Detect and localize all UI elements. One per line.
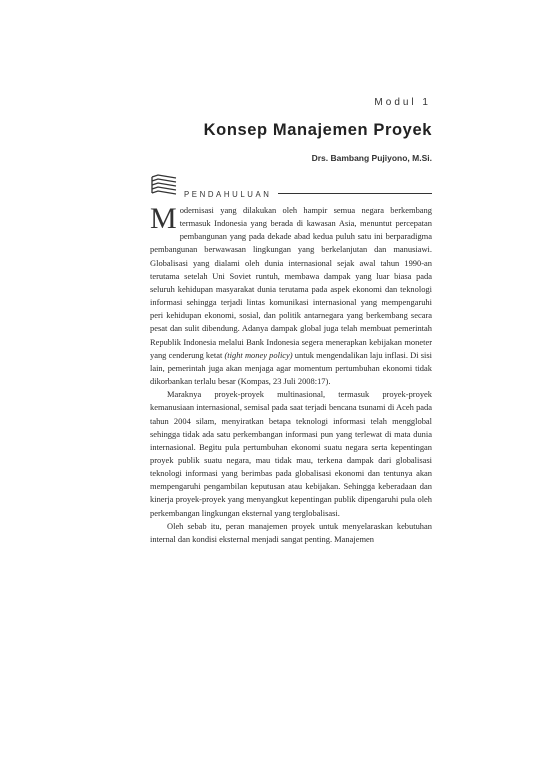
- open-book-icon: [150, 174, 178, 196]
- section-divider: [278, 193, 432, 194]
- paragraph-1-text: odernisasi yang dilakukan oleh hampir semua negara berkembang termasuk Indonesia yang berada di kawasan Asia, menuntut percepatan pembangunan yang pada dekade abad kedua puluh satu ini berparadigma pembangunan berwawasan lingkungan yang berkelanjutan dan manusiawi. Globalisasi yang dialami oleh dunia internasional sejak awal tahun 1990-an terutama setelah Uni Soviet runtuh, membawa dampak yang luar biasa pada seluruh kehidupan masyarakat dunia terutama pada aspek ekonomi dan teknologi informasi sehingga terjadi lintas komunikasi internasional yang mempengaruhi peri kehidupan ekonomi, sosial, dan politik antarnegara yang berkembang secara pesat dan sulit dibendung. Adanya dampak global juga telah membuat pemerintah Republik Indonesia melalui Bank Indonesia segera menerapkan kebijakan moneter yang cenderung ketat: [150, 205, 432, 360]
- paragraph-1: [150, 204, 432, 388]
- section-heading: PENDAHULUAN: [184, 190, 272, 199]
- paragraph-1-text-end: untuk mengendalikan laju inflasi. Di sisi lain, pemerintah juga akan menjaga agar momentum pertumbuhan ekonomi tidak dikorbankan terlalu besar (Kompas, 23 Juli 2008:17).: [150, 349, 433, 387]
- paragraph-1-italic: (tight money policy): [224, 349, 293, 360]
- body-text: [150, 204, 432, 546]
- author-name: Drs. Bambang Pujiyono, M.Si.: [311, 153, 432, 163]
- section-header: [184, 184, 432, 202]
- drop-cap: M: [150, 202, 177, 235]
- paragraph-2: Maraknya proyek-proyek multinasional, termasuk proyek-proyek kemanusiaan internasional, semisal pada saat terjadi bencana tsunami di Aceh pada tahun 2004 silam, menyiratkan betapa teknologi informasi telah mengglobal sehingga tidak ada satu perkembangan informasi pun yang terlewat di mata dunia internasional. Begitu pula pertumbuhan ekonomi suatu negara serta kepentingan proyek publik suatu negara, mau tidak mau, terkena dampak dari globalisasi teknologi informasi yang berimbas pada globalisasi ekonomi dan tentunya akan mempengaruhi pengambilan keputusan atau kebijakan. Sehingga keberadaan dan kinerja proyek-proyek yang menyangkut kepentingan publik dipengaruhi pula oleh perkembangan lingkungan eksternal yang terglobalisasi.: [150, 389, 432, 518]
- paragraph-3: Oleh sebab itu, peran manajemen proyek untuk menyelaraskan kebutuhan internal dan kondisi eksternal menjadi sangat penting. Manajemen: [150, 520, 432, 544]
- module-label: Modul 1: [374, 97, 431, 108]
- page-title: Konsep Manajemen Proyek: [203, 121, 432, 139]
